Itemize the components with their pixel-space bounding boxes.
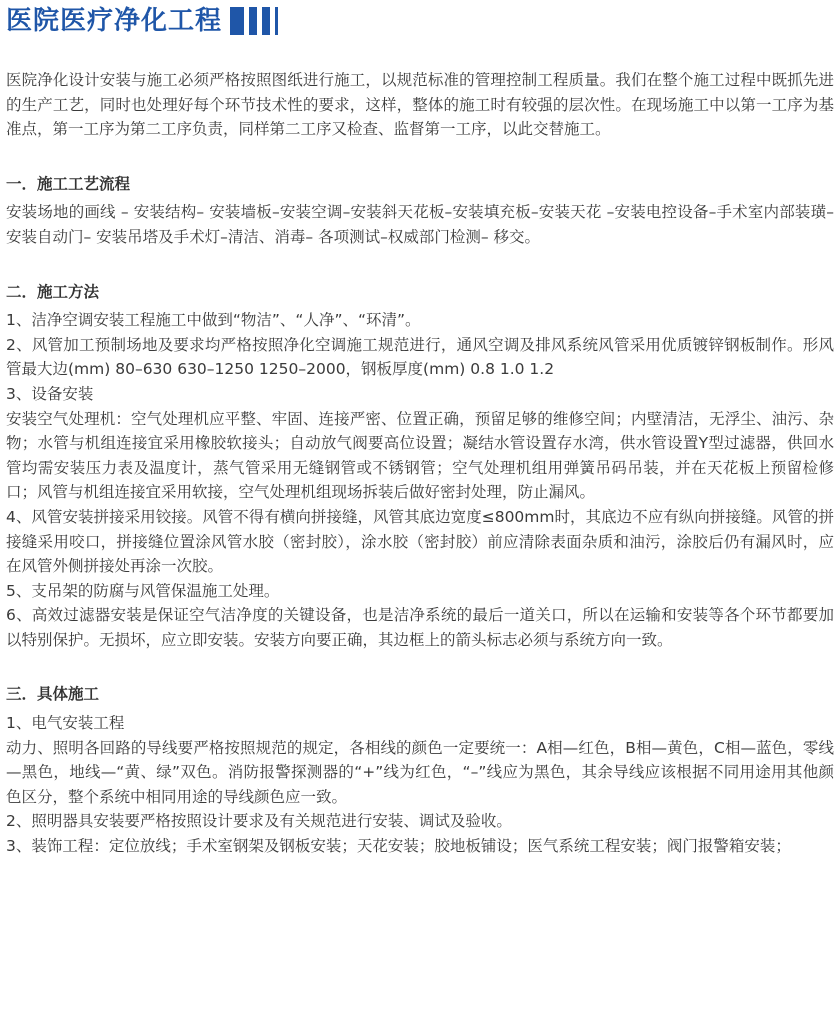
section-title: 二．施工方法 xyxy=(6,281,100,301)
intro-paragraph: 医院净化设计安装与施工必须严格按照图纸进行施工，以规范标准的管理控制工程质量。我们在整个施工过程中既抓先进的生产工艺，同时也处理好每个环节技术性的要求，这样，整体的施工时有较强的层次性。在现场施工中以第一工序为基准点，第一工序为第二工序负责，同样第二工序又检查、监督第一工序，以此交替施工。 xyxy=(6,71,834,139)
paragraph: 安装空气处理机：空气处理机应平整、牢固、连接严密、位置正确，预留足够的维修空间；内壁清洁，无浮尘、油污、杂物；水管与机组连接宜采用橡胶软接头；自动放气阀要高位设置；凝结水管设置存水湾，供水管设置Y型过滤器，供回水管均需安装压力表及温度计，蒸气管采用无缝钢管或不锈钢管；空气处理机组用弹簧吊码吊装，并在天花板上预留检修口；风管与机组连接宜采用软接，空气处理机组现场拆装后做好密封处理，防止漏风。 xyxy=(6,409,834,502)
paragraph: 5、支吊架的防腐与风管保温施工处理。 xyxy=(6,581,280,600)
paragraph: 2、风管加工预制场地及要求均严格按照净化空调施工规范进行，通风空调及排风系统风管采用优质镀锌钢板制作。形风管最大边(mm) 80–630 630–1250 1250–2000，钢板厚度(mm) 0.8 1.0 1.2 xyxy=(6,335,834,379)
paragraph: 1、电气安装工程 xyxy=(6,714,125,733)
page-title: 医院医疗净化工程 xyxy=(6,6,223,36)
decor-bar xyxy=(249,7,257,35)
page-header xyxy=(6,4,278,38)
paragraph: 安装场地的画线 – 安装结构– 安装墙板–安装空调–安装斜天花板–安装填充板–安装天花 –安装电控设备–手术室内部装璜–安装自动门– 安装吊塔及手术灯–清洁、消毒– 各项测试–权威部门检测– 移交。 xyxy=(6,203,834,246)
section-construction-method xyxy=(6,280,834,653)
paragraph: 2、照明器具安装要严格按照设计要求及有关规范进行安装、调试及验收。 xyxy=(6,812,512,831)
decor-bar xyxy=(275,7,278,35)
paragraph: 1、洁净空调安装工程施工中做到“物洁”、“人净”、“环清”。 xyxy=(6,311,421,330)
paragraph: 6、高效过滤器安装是保证空气洁净度的关键设备，也是洁净系统的最后一道关口，所以在运输和安装等各个环节都要加以特别保护。无损坏，应立即安装。安装方向要正确，其边框上的箭头标志必须与系统方向一致。 xyxy=(6,606,834,649)
decor-bar xyxy=(262,7,270,35)
paragraph: 4、风管安装拼接采用铰接。风管不得有横向拼接缝，风管其底边宽度≤800mm时，其底边不应有纵向拼接缝。风管的拼接缝采用咬口，拼接缝位置涂风管水胶（密封胶），涂水胶（密封胶）前应清除表面杂质和油污，涂胶后仍有漏风时，应在风管外侧拼接处再涂一次胶。 xyxy=(6,507,834,576)
section-process-flow xyxy=(6,172,834,250)
decor-bar xyxy=(230,7,244,35)
section-specific-construction xyxy=(6,682,834,858)
paragraph: 3、装饰工程：定位放线；手术室钢架及钢板安装；天花安装；胶地板铺设；医气系统工程安装；阀门报警箱安装； xyxy=(6,837,791,856)
title-decoration-bars xyxy=(230,6,278,36)
section-title: 三．具体施工 xyxy=(6,684,100,704)
paragraph: 动力、照明各回路的导线要严格按照规范的规定，各相线的颜色一定要统一：A相—红色，B相—黄色，C相—蓝色，零线—黑色，地线—“黄、绿”双色。消防报警探测器的“+”线为红色，“–”线应为黑色，其余导线应该根据不同用途用其他颜色区分，整个系统中相同用途的导线颜色应一致。 xyxy=(6,738,834,806)
paragraph: 3、设备安装 xyxy=(6,384,94,403)
article-body xyxy=(6,68,834,859)
section-title: 一．施工工艺流程 xyxy=(6,173,131,193)
